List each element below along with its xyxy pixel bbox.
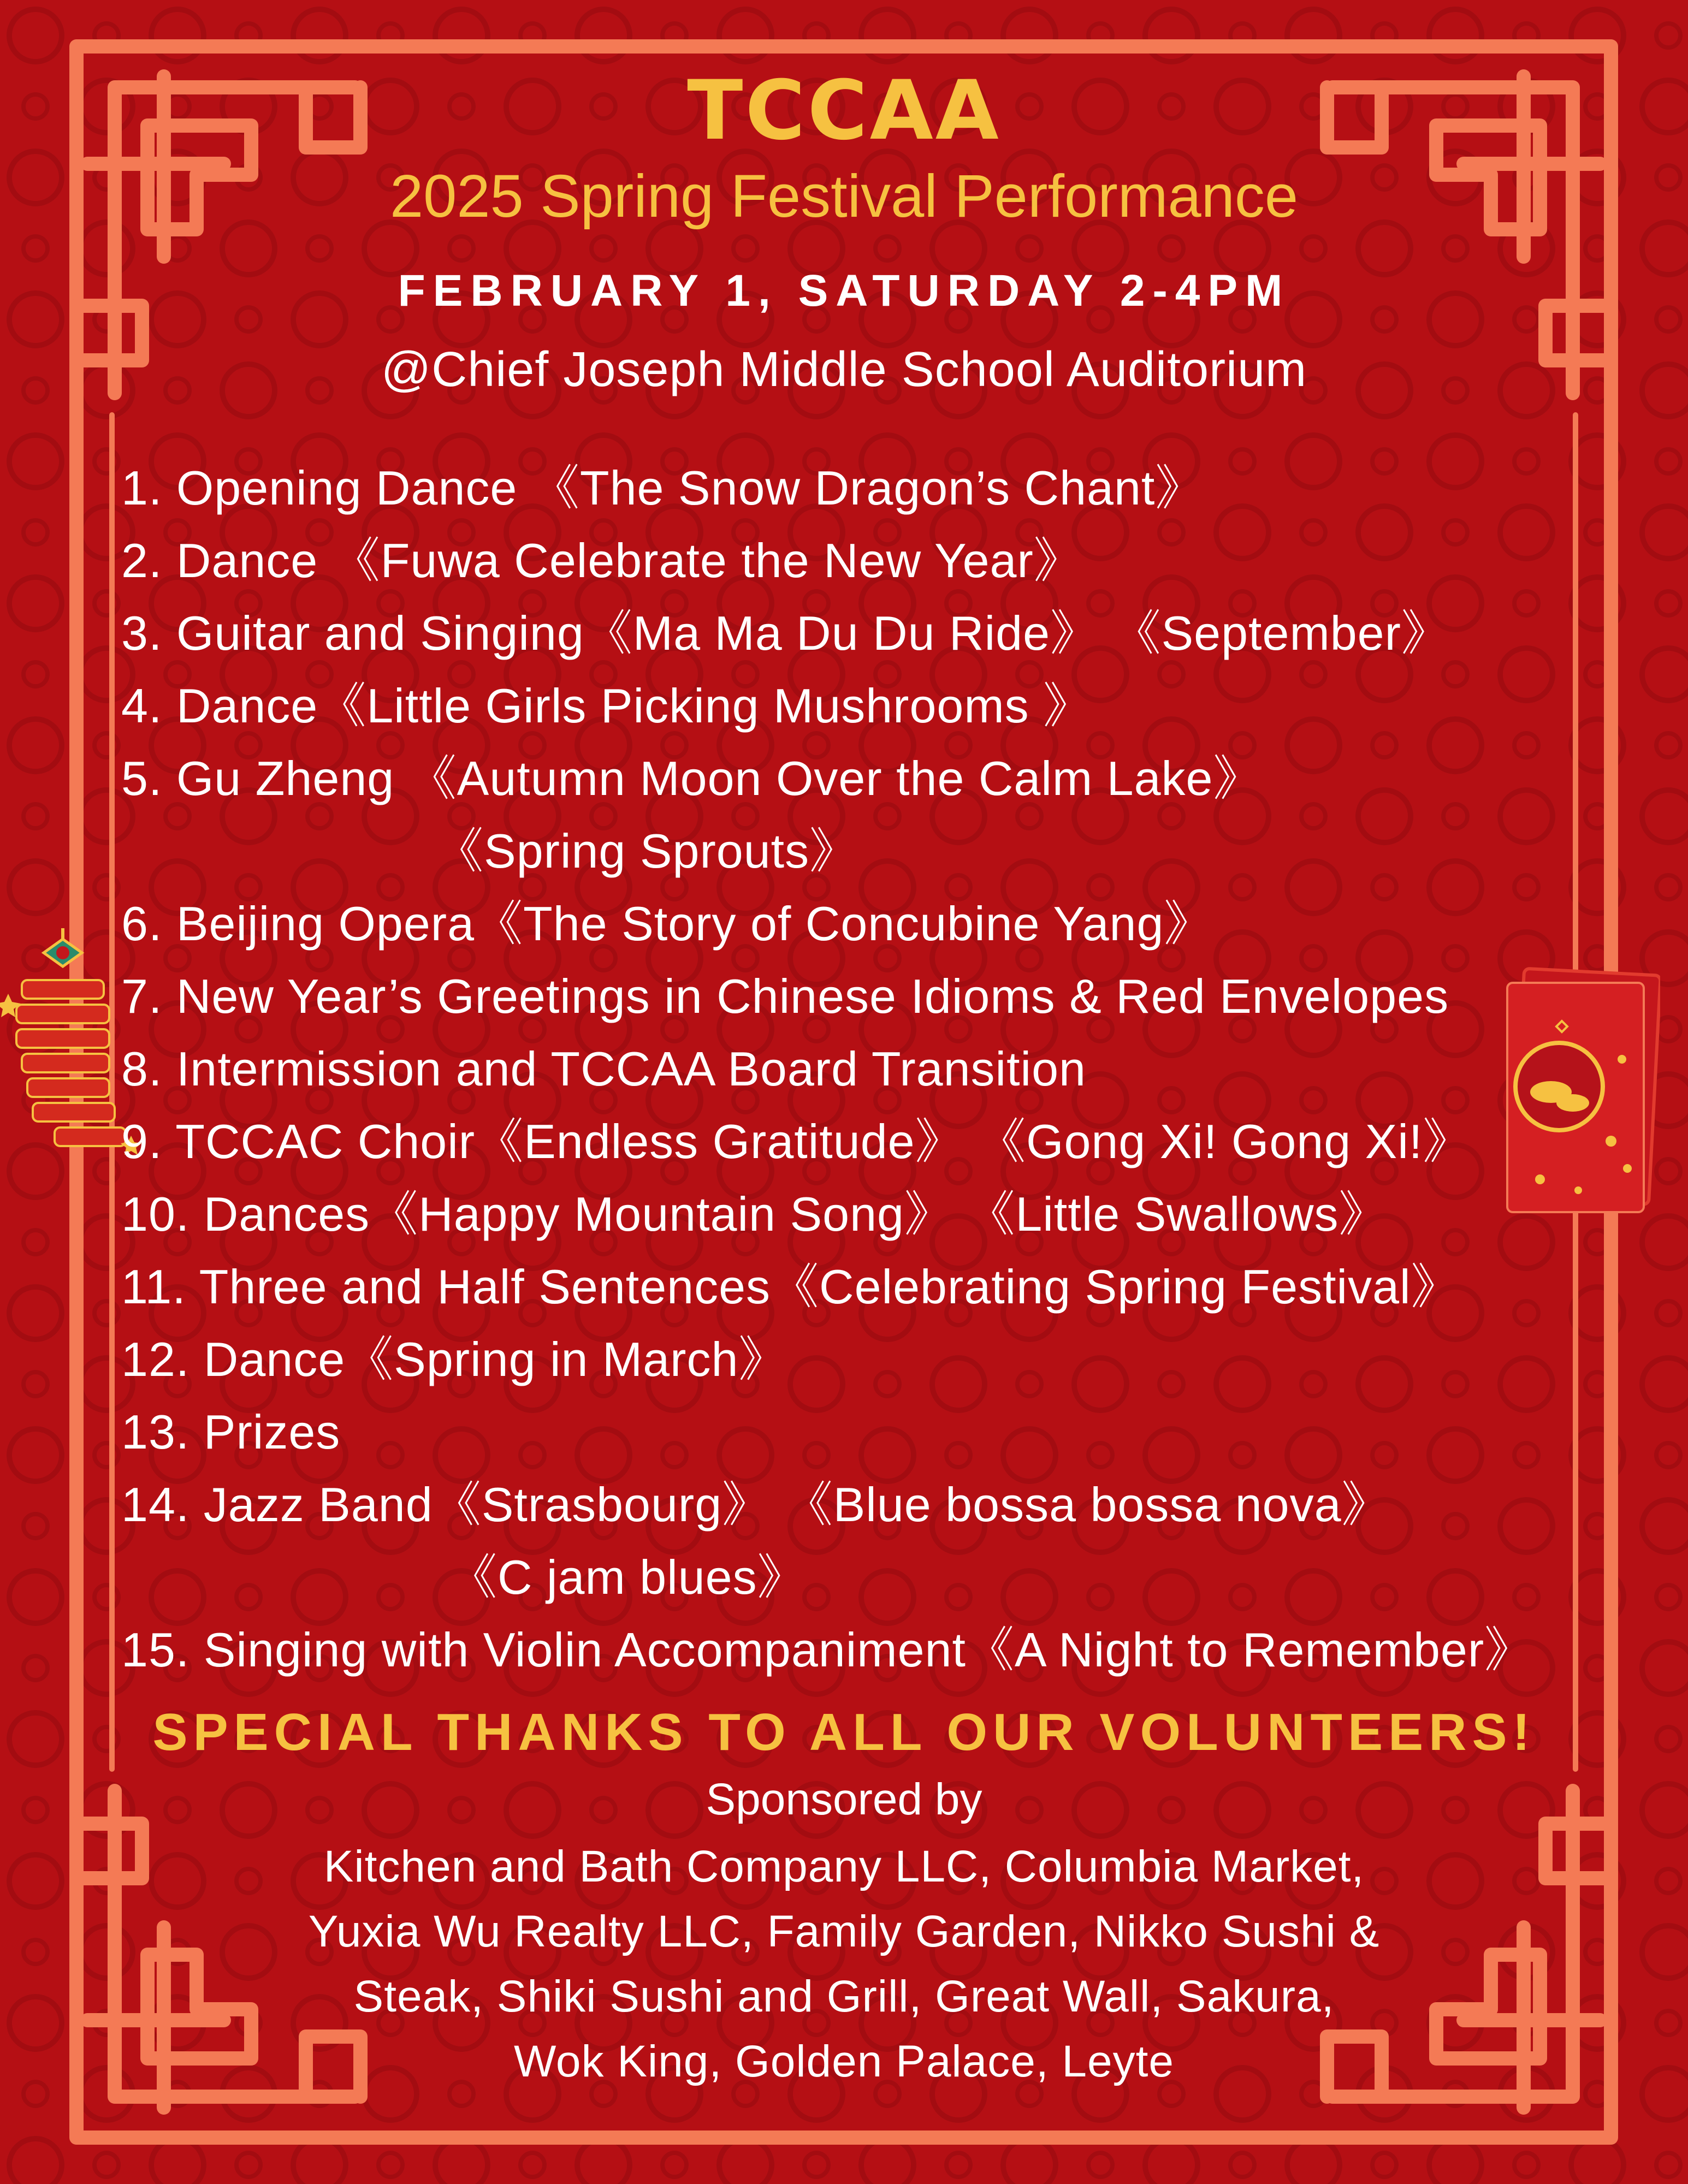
program-item-continuation: 《C jam blues》: [449, 1550, 806, 1604]
program-item: 14. Jazz Band《Strasbourg》 《Blue bossa bossa nova》: [121, 1477, 1390, 1532]
sponsor-line: Kitchen and Bath Company LLC, Columbia Market,: [323, 1842, 1365, 1891]
event-date: FEBRUARY 1, SATURDAY 2-4PM: [398, 266, 1290, 316]
program-item: 2. Dance 《Fuwa Celebrate the New Year》: [121, 533, 1082, 587]
event-venue: @Chief Joseph Middle School Auditorium: [381, 342, 1307, 397]
program-item: 4. Dance《Little Girls Picking Mushrooms 》: [121, 679, 1092, 733]
sponsor-line: Steak, Shiki Sushi and Grill, Great Wall, Sakura,: [353, 1972, 1335, 2021]
program-item: 1. Opening Dance 《The Snow Dragon’s Chant》: [121, 461, 1204, 515]
program-item: 8. Intermission and TCCAA Board Transition: [121, 1042, 1086, 1096]
program-item: 7. New Year’s Greetings in Chinese Idioms & Red Envelopes: [121, 969, 1449, 1023]
program-item: 12. Dance《Spring in March》: [121, 1332, 787, 1386]
program-item-continuation: 《Spring Sprouts》: [435, 824, 858, 878]
program-item: 15. Singing with Violin Accompaniment《A Night to Remember》: [121, 1623, 1533, 1677]
program-item: 10. Dances《Happy Mountain Song》 《Little Swallows》: [121, 1187, 1388, 1241]
event-subtitle: 2025 Spring Festival Performance: [389, 163, 1299, 230]
volunteer-thanks: SPECIAL THANKS TO ALL OUR VOLUNTEERS!: [152, 1703, 1536, 1761]
program-item: 5. Gu Zheng 《Autumn Moon Over the Calm Lake》: [121, 751, 1262, 805]
program-item: 3. Guitar and Singing《Ma Ma Du Du Ride》 《September》: [121, 606, 1450, 660]
red-envelope-icon: [1496, 961, 1660, 1223]
sponsor-line: Yuxia Wu Realty LLC, Family Garden, Nikko Sushi &: [308, 1907, 1380, 1956]
page-title: TCCAA: [687, 63, 1001, 158]
sponsored-by-label: Sponsored by: [706, 1775, 982, 1824]
program-item: 13. Prizes: [121, 1405, 341, 1459]
program-item: 6. Beijing Opera《The Story of Concubine Yang》: [121, 897, 1213, 951]
program-item: 11. Three and Half Sentences《Celebrating Spring Festival》: [121, 1260, 1460, 1314]
sponsor-line: Wok King, Golden Palace, Leyte: [513, 2037, 1175, 2086]
program-item: 9. TCCAC Choir《Endless Gratitude》 《Gong Xi! Gong Xi!》: [121, 1114, 1472, 1168]
